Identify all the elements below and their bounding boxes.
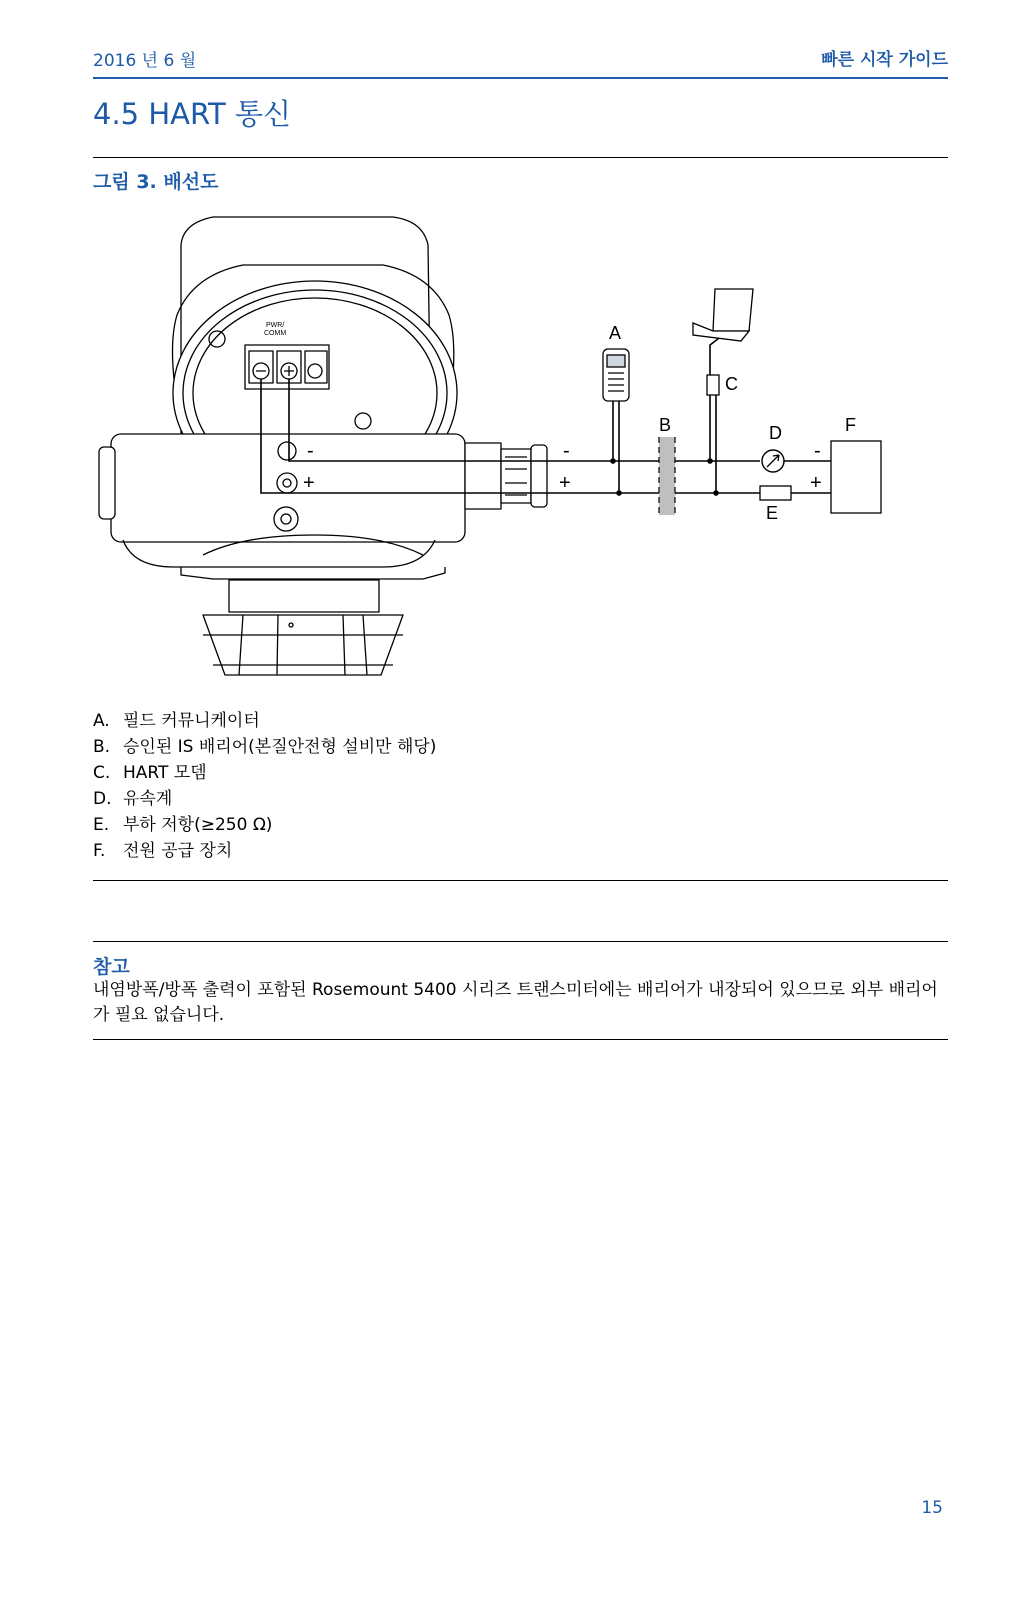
note-heading: 참고	[93, 956, 130, 978]
legend-item: D. 유속계	[93, 789, 173, 809]
header-rule	[93, 77, 948, 79]
note-text: 내염방폭/방폭 출력이 포함된 Rosemount 5400 시리즈 트랜스미터에는 배리어가 내장되어 있으므로 외부 배리어가 필요 없습니다.	[93, 980, 938, 1025]
minus-line-label: -	[563, 440, 570, 462]
flow-meter-icon	[762, 450, 784, 472]
legend-item: A. 필드 커뮤니케이터	[93, 711, 260, 731]
is-barrier	[659, 437, 675, 515]
legend-item: B. 승인된 IS 배리어(본질안전형 설비만 해당)	[93, 737, 437, 757]
legend-item: E. 부하 저항(≥250 Ω)	[93, 815, 273, 835]
section-title: 4.5 HART 통신	[93, 97, 291, 131]
field-communicator-icon	[603, 349, 629, 401]
hart-modem-icon	[707, 375, 719, 395]
laptop-icon	[693, 289, 753, 341]
note-bottom-rule	[93, 1039, 948, 1040]
note-top-rule	[93, 941, 948, 942]
minus-supply-label: -	[814, 440, 821, 462]
callout-f: F	[845, 415, 856, 435]
page-number: 15	[921, 1498, 943, 1518]
callout-d: D	[769, 423, 782, 443]
legend-item: C. HART 모뎀	[93, 763, 207, 783]
callout-e: E	[766, 503, 779, 523]
figure-top-rule	[93, 157, 948, 158]
power-supply-box	[831, 441, 881, 513]
header-date: 2016 년 6 월	[93, 51, 197, 71]
legend-item: F. 전원 공급 장치	[93, 841, 233, 861]
legend-list	[93, 708, 436, 864]
terminal-label-bottom: COMM	[264, 330, 287, 337]
header-guide-title: 빠른 시작 가이드	[821, 50, 948, 70]
plus-terminal-label: +	[303, 472, 315, 494]
minus-terminal-label: -	[307, 440, 314, 462]
callout-b: B	[659, 415, 672, 435]
transmitter-housing	[99, 217, 465, 579]
figure-bottom-rule	[93, 880, 948, 881]
figure-title: 그림 3. 배선도	[93, 171, 219, 193]
wiring-diagram	[93, 205, 893, 695]
plus-line-label: +	[559, 472, 571, 494]
load-resistor-icon	[760, 486, 791, 500]
callout-c: C	[725, 374, 738, 394]
terminal-label-top: PWR/	[266, 322, 285, 329]
process-flange	[203, 580, 403, 675]
cable-gland	[465, 443, 547, 509]
callout-a: A	[609, 323, 622, 343]
plus-supply-label: +	[810, 472, 822, 494]
